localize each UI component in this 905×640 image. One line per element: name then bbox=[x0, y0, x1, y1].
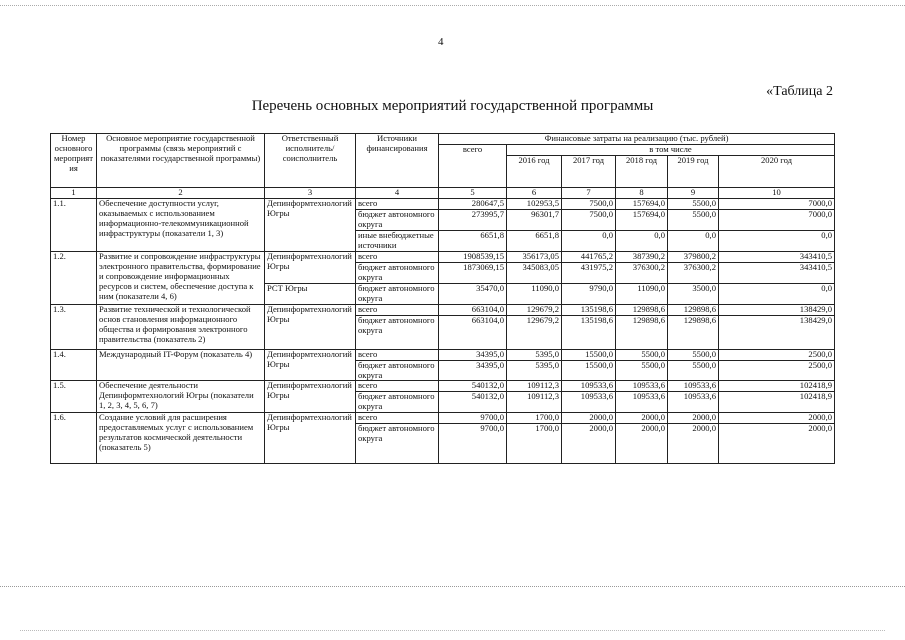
table-row bbox=[51, 381, 835, 392]
value-2020: 138429,0 bbox=[719, 315, 835, 349]
header-2017: 2017 год bbox=[562, 155, 616, 187]
value-2016: 1700,0 bbox=[507, 413, 562, 424]
value-total: 663104,0 bbox=[439, 304, 507, 315]
value-2017: 135198,6 bbox=[562, 315, 616, 349]
value-2019: 129898,6 bbox=[668, 315, 719, 349]
row-number: 1.3. bbox=[51, 304, 97, 349]
value-2016: 102953,5 bbox=[507, 198, 562, 209]
funding-source: бюджет автономного округа bbox=[356, 360, 439, 381]
value-2017: 2000,0 bbox=[562, 424, 616, 464]
value-2019: 5500,0 bbox=[668, 360, 719, 381]
value-2019: 2000,0 bbox=[668, 413, 719, 424]
activity-name: Обеспечение доступности услуг, оказываемых с использованием информационно-телекоммуникационной инфраструктуры (показатели 1, 3) bbox=[97, 198, 265, 251]
funding-source: бюджет автономного округа bbox=[356, 315, 439, 349]
funding-source: всего bbox=[356, 198, 439, 209]
value-2018: 2000,0 bbox=[616, 424, 668, 464]
executor: РСТ Югры bbox=[265, 283, 356, 304]
funding-source: всего bbox=[356, 413, 439, 424]
value-2019: 376300,2 bbox=[668, 262, 719, 283]
value-total: 1873069,15 bbox=[439, 262, 507, 283]
column-index-row bbox=[51, 187, 835, 198]
value-total: 9700,0 bbox=[439, 424, 507, 464]
value-2018: 11090,0 bbox=[616, 283, 668, 304]
funding-source: иные внебюджетные источники bbox=[356, 230, 439, 251]
col-index: 5 bbox=[439, 187, 507, 198]
value-2017: 441765,2 bbox=[562, 251, 616, 262]
value-2017: 109533,6 bbox=[562, 381, 616, 392]
funding-source: всего bbox=[356, 381, 439, 392]
value-total: 273995,7 bbox=[439, 209, 507, 230]
activity-name: Развитие и сопровождение инфраструктуры электронного правительства, формирование и сопровождение информационных ресурсов и систем, обеспечение доступа к ним (показатели 4, 6) bbox=[97, 251, 265, 304]
table-row bbox=[51, 349, 835, 360]
value-2019: 0,0 bbox=[668, 230, 719, 251]
value-2018: 376300,2 bbox=[616, 262, 668, 283]
activity-name: Создание условий для расширения предоставляемых услуг с использованием результатов космической деятельности (показатель 5) bbox=[97, 413, 265, 464]
value-2016: 5395,0 bbox=[507, 360, 562, 381]
funding-source: бюджет автономного округа bbox=[356, 262, 439, 283]
value-2018: 129898,6 bbox=[616, 304, 668, 315]
value-2017: 109533,6 bbox=[562, 392, 616, 413]
value-2017: 7500,0 bbox=[562, 198, 616, 209]
header-finance: Финансовые затраты на реализацию (тыс. рублей) bbox=[439, 134, 835, 145]
activities-table bbox=[50, 133, 835, 464]
header-2018: 2018 год bbox=[616, 155, 668, 187]
row-number: 1.6. bbox=[51, 413, 97, 464]
table-row bbox=[51, 413, 835, 424]
col-index: 9 bbox=[668, 187, 719, 198]
col-index: 1 bbox=[51, 187, 97, 198]
page-number: 4 bbox=[438, 36, 444, 48]
value-total: 1908539,15 bbox=[439, 251, 507, 262]
value-2018: 5500,0 bbox=[616, 349, 668, 360]
value-2017: 2000,0 bbox=[562, 413, 616, 424]
header-executor: Ответственный исполнитель/соисполнитель bbox=[265, 134, 356, 188]
executor: Депинформтехнологий Югры bbox=[265, 304, 356, 349]
activity-name: Международный IT-Форум (показатель 4) bbox=[97, 349, 265, 381]
row-number: 1.2. bbox=[51, 251, 97, 304]
header-2020: 2020 год bbox=[719, 155, 835, 187]
value-2020: 7000,0 bbox=[719, 209, 835, 230]
col-index: 10 bbox=[719, 187, 835, 198]
col-index: 2 bbox=[97, 187, 265, 198]
value-2017: 15500,0 bbox=[562, 360, 616, 381]
value-2019: 109533,6 bbox=[668, 381, 719, 392]
document-title: Перечень основных мероприятий государственной программы bbox=[251, 98, 654, 114]
scan-edge-line bbox=[20, 630, 885, 631]
value-2016: 356173,05 bbox=[507, 251, 562, 262]
row-number: 1.1. bbox=[51, 198, 97, 251]
executor: Депинформтехнологий Югры bbox=[265, 381, 356, 413]
value-2018: 129898,6 bbox=[616, 315, 668, 349]
funding-source: бюджет автономного округа bbox=[356, 209, 439, 230]
col-index: 4 bbox=[356, 187, 439, 198]
value-2020: 0,0 bbox=[719, 230, 835, 251]
value-2018: 2000,0 bbox=[616, 413, 668, 424]
table-row bbox=[51, 198, 835, 209]
executor: Депинформтехнологий Югры bbox=[265, 413, 356, 464]
row-number: 1.5. bbox=[51, 381, 97, 413]
value-2020: 343410,5 bbox=[719, 262, 835, 283]
value-2017: 9790,0 bbox=[562, 283, 616, 304]
header-including: в том числе bbox=[507, 144, 835, 155]
col-index: 6 bbox=[507, 187, 562, 198]
value-total: 6651,8 bbox=[439, 230, 507, 251]
value-2016: 129679,2 bbox=[507, 304, 562, 315]
value-2020: 2500,0 bbox=[719, 349, 835, 360]
value-2020: 102418,9 bbox=[719, 392, 835, 413]
table-label: «Таблица 2 bbox=[766, 84, 833, 99]
value-2020: 7000,0 bbox=[719, 198, 835, 209]
col-index: 3 bbox=[265, 187, 356, 198]
value-2020: 102418,9 bbox=[719, 381, 835, 392]
value-2018: 387390,2 bbox=[616, 251, 668, 262]
value-2020: 138429,0 bbox=[719, 304, 835, 315]
value-2018: 109533,6 bbox=[616, 392, 668, 413]
value-2018: 157694,0 bbox=[616, 209, 668, 230]
value-2017: 135198,6 bbox=[562, 304, 616, 315]
funding-source: бюджет автономного округа bbox=[356, 424, 439, 464]
table-row bbox=[51, 304, 835, 315]
table-row bbox=[51, 251, 835, 262]
value-total: 35470,0 bbox=[439, 283, 507, 304]
top-border-line bbox=[0, 5, 905, 6]
funding-source: бюджет автономного округа bbox=[356, 392, 439, 413]
value-2016: 96301,7 bbox=[507, 209, 562, 230]
value-2018: 157694,0 bbox=[616, 198, 668, 209]
value-2017: 0,0 bbox=[562, 230, 616, 251]
value-total: 540132,0 bbox=[439, 381, 507, 392]
funding-source: всего bbox=[356, 251, 439, 262]
activity-name: Развитие технической и технологической основ становления информационного общества и формирования электронного правительства (показатель 2) bbox=[97, 304, 265, 349]
value-total: 34395,0 bbox=[439, 349, 507, 360]
value-2020: 2000,0 bbox=[719, 424, 835, 464]
value-total: 280647,5 bbox=[439, 198, 507, 209]
value-2019: 3500,0 bbox=[668, 283, 719, 304]
value-2018: 5500,0 bbox=[616, 360, 668, 381]
value-2019: 5500,0 bbox=[668, 209, 719, 230]
executor: Депинформтехнологий Югры bbox=[265, 251, 356, 283]
value-2016: 345083,05 bbox=[507, 262, 562, 283]
header-row-1 bbox=[51, 134, 835, 145]
value-2017: 15500,0 bbox=[562, 349, 616, 360]
value-2016: 109112,3 bbox=[507, 381, 562, 392]
value-2018: 0,0 bbox=[616, 230, 668, 251]
value-2016: 109112,3 bbox=[507, 392, 562, 413]
value-2017: 7500,0 bbox=[562, 209, 616, 230]
col-index: 8 bbox=[616, 187, 668, 198]
value-2017: 431975,2 bbox=[562, 262, 616, 283]
value-2020: 2500,0 bbox=[719, 360, 835, 381]
value-2020: 343410,5 bbox=[719, 251, 835, 262]
bottom-border-line bbox=[0, 586, 905, 587]
value-2016: 5395,0 bbox=[507, 349, 562, 360]
value-2019: 129898,6 bbox=[668, 304, 719, 315]
value-2019: 5500,0 bbox=[668, 198, 719, 209]
header-2016: 2016 год bbox=[507, 155, 562, 187]
header-num: Номер основного мероприятия bbox=[51, 134, 97, 188]
row-number: 1.4. bbox=[51, 349, 97, 381]
executor: Депинформтехнологий Югры bbox=[265, 349, 356, 381]
value-2019: 109533,6 bbox=[668, 392, 719, 413]
funding-source: всего bbox=[356, 304, 439, 315]
funding-source: бюджет автономного округа bbox=[356, 283, 439, 304]
value-2020: 2000,0 bbox=[719, 413, 835, 424]
value-2016: 11090,0 bbox=[507, 283, 562, 304]
value-2020: 0,0 bbox=[719, 283, 835, 304]
value-total: 663104,0 bbox=[439, 315, 507, 349]
value-2019: 379800,2 bbox=[668, 251, 719, 262]
value-2016: 129679,2 bbox=[507, 315, 562, 349]
header-source: Источники финансирования bbox=[356, 134, 439, 188]
activity-name: Обеспечение деятельности Депинформтехнологий Югры (показатели 1, 2, 3, 4, 5, 6, 7) bbox=[97, 381, 265, 413]
value-2019: 2000,0 bbox=[668, 424, 719, 464]
executor: Депинформтехнологий Югры bbox=[265, 198, 356, 251]
value-2019: 5500,0 bbox=[668, 349, 719, 360]
funding-source: всего bbox=[356, 349, 439, 360]
value-2016: 1700,0 bbox=[507, 424, 562, 464]
value-total: 34395,0 bbox=[439, 360, 507, 381]
value-total: 540132,0 bbox=[439, 392, 507, 413]
header-activity: Основное мероприятие государственной программы (связь мероприятий с показателями государственной программы) bbox=[97, 134, 265, 188]
value-total: 9700,0 bbox=[439, 413, 507, 424]
header-2019: 2019 год bbox=[668, 155, 719, 187]
value-2018: 109533,6 bbox=[616, 381, 668, 392]
header-total: всего bbox=[439, 144, 507, 187]
value-2016: 6651,8 bbox=[507, 230, 562, 251]
col-index: 7 bbox=[562, 187, 616, 198]
